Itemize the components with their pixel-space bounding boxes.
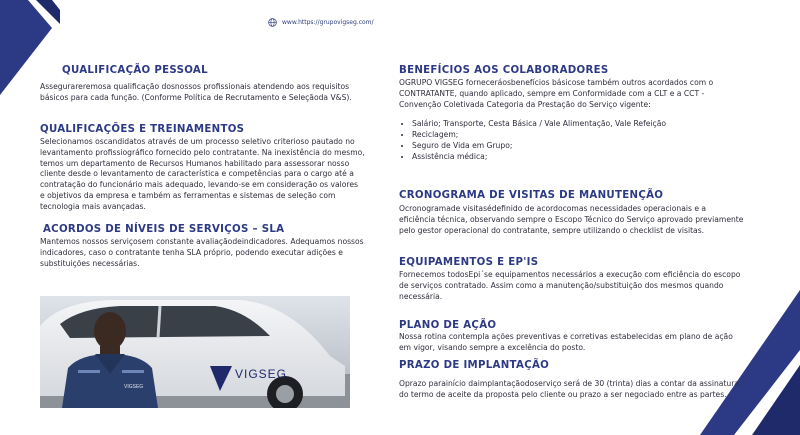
website-url[interactable]: www.https://grupovigseg.com/ — [282, 19, 374, 26]
section-qualificacao-pessoal — [40, 65, 365, 104]
section-qualificacoes-treinamentos — [40, 124, 365, 212]
section-title: CRONOGRAMA DE VISITAS DE MANUTENÇÃO — [399, 190, 664, 201]
car-brand-text: VIGSEG — [235, 367, 288, 381]
section-prazo — [399, 360, 744, 401]
globe-icon — [268, 18, 277, 27]
list-item: • Assistência médica; — [412, 152, 744, 163]
section-title: ACORDOS DE NÍVEIS DE SERVIÇOS – SLA — [43, 224, 285, 235]
section-acordos-sla — [40, 224, 365, 269]
section-body: OGRUPO VIGSEG forneceráosbenefícios básicose também outros acordados com o CONTRATANTE, quando aplicado, sempre em Conformidade com a CLT e a CCT - Convenção Coletivada Categoria da Prestação do Serviço vigente: — [399, 78, 714, 109]
uniform-badge-text: VIGSEG — [124, 384, 144, 390]
section-title: PLANO DE AÇÃO — [399, 320, 497, 331]
section-title: QUALIFICAÇÃO PESSOAL — [62, 65, 208, 76]
benefits-list — [399, 119, 744, 162]
section-cronograma — [399, 190, 744, 236]
section-body: Assegurareremosa qualificação dosnossos profissionais atendendo aos requisitos básicos para cada função. (Conforme Política de Recrutamento e Seleçãoda V&S). — [40, 82, 352, 102]
section-title: PRAZO DE IMPLANTAÇÃO — [399, 360, 550, 371]
section-body: Fornecemos todosEpi´se equipamentos necessários a execução com eficiência do escopo de serviços contratado. Assim como a manutenção/substituição dos mesmos quando necessária. — [399, 270, 741, 301]
section-body: Mantemos nossos serviçosem constante avaliaçãodeindicadores. Adequamos nossos indicadores, caso o contratante tenha SLA próprio, podendo executar adições e substituições necessárias. — [40, 237, 364, 268]
section-body: Oprazo parainício daimplantaçãodoserviço será de 30 (trinta) dias a contar da assinatura do termo de aceite da proposta pelo cliente ou prazo a ser negociado entre as partes. — [399, 379, 739, 399]
section-body: Selecionamos oscandidatos através de um processo seletivo criterioso pautado no levantamento profissiográfico fornecido pelo contratante. Na inexistência do mesmo, temos um departamento de Recursos Humanos habilitado para assessorar nosso cliente desde o levantamento de característica e competências para o cargo até a contratação do funcionário mais adequado, levando-se em consideração os valores e objetivos da empresa e também as ferramentas e sistemas de seleção com tecnologia mais avançadas. — [40, 137, 365, 211]
section-title: EQUIPAMENTOS E EP'IS — [399, 257, 539, 268]
section-title: QUALIFICAÇÕES E TREINAMENTOS — [40, 124, 245, 135]
website-link[interactable] — [268, 18, 374, 27]
list-item: • Reciclagem; — [412, 130, 744, 141]
guard-with-car-photo — [40, 296, 350, 408]
section-equipamentos — [399, 257, 744, 302]
list-item: • Salário; Transporte, Cesta Básica / Vale Alimentação, Vale Refeição — [412, 119, 744, 130]
section-body: Nossa rotina contempla ações preventivas e corretivas estabelecidas em plano de ação em vigor, visando sempre a excelência do posto. — [399, 332, 733, 352]
photo-illustration — [40, 296, 350, 408]
section-body: Ocronogramade visitasédefinido de acordocomas necessidades operacionais e a eficiência técnica, observando sempre o Escopo Técnico do Serviço aprovado previamente pelo gestor operacional do contratante, sempre utilizando o checklist de visitas. — [399, 204, 744, 235]
list-item: • Seguro de Vida em Grupo; — [412, 141, 744, 152]
section-title: BENEFÍCIOS AOS COLABORADORES — [399, 65, 609, 76]
section-plano-acao — [399, 320, 744, 354]
section-beneficios — [399, 65, 744, 162]
